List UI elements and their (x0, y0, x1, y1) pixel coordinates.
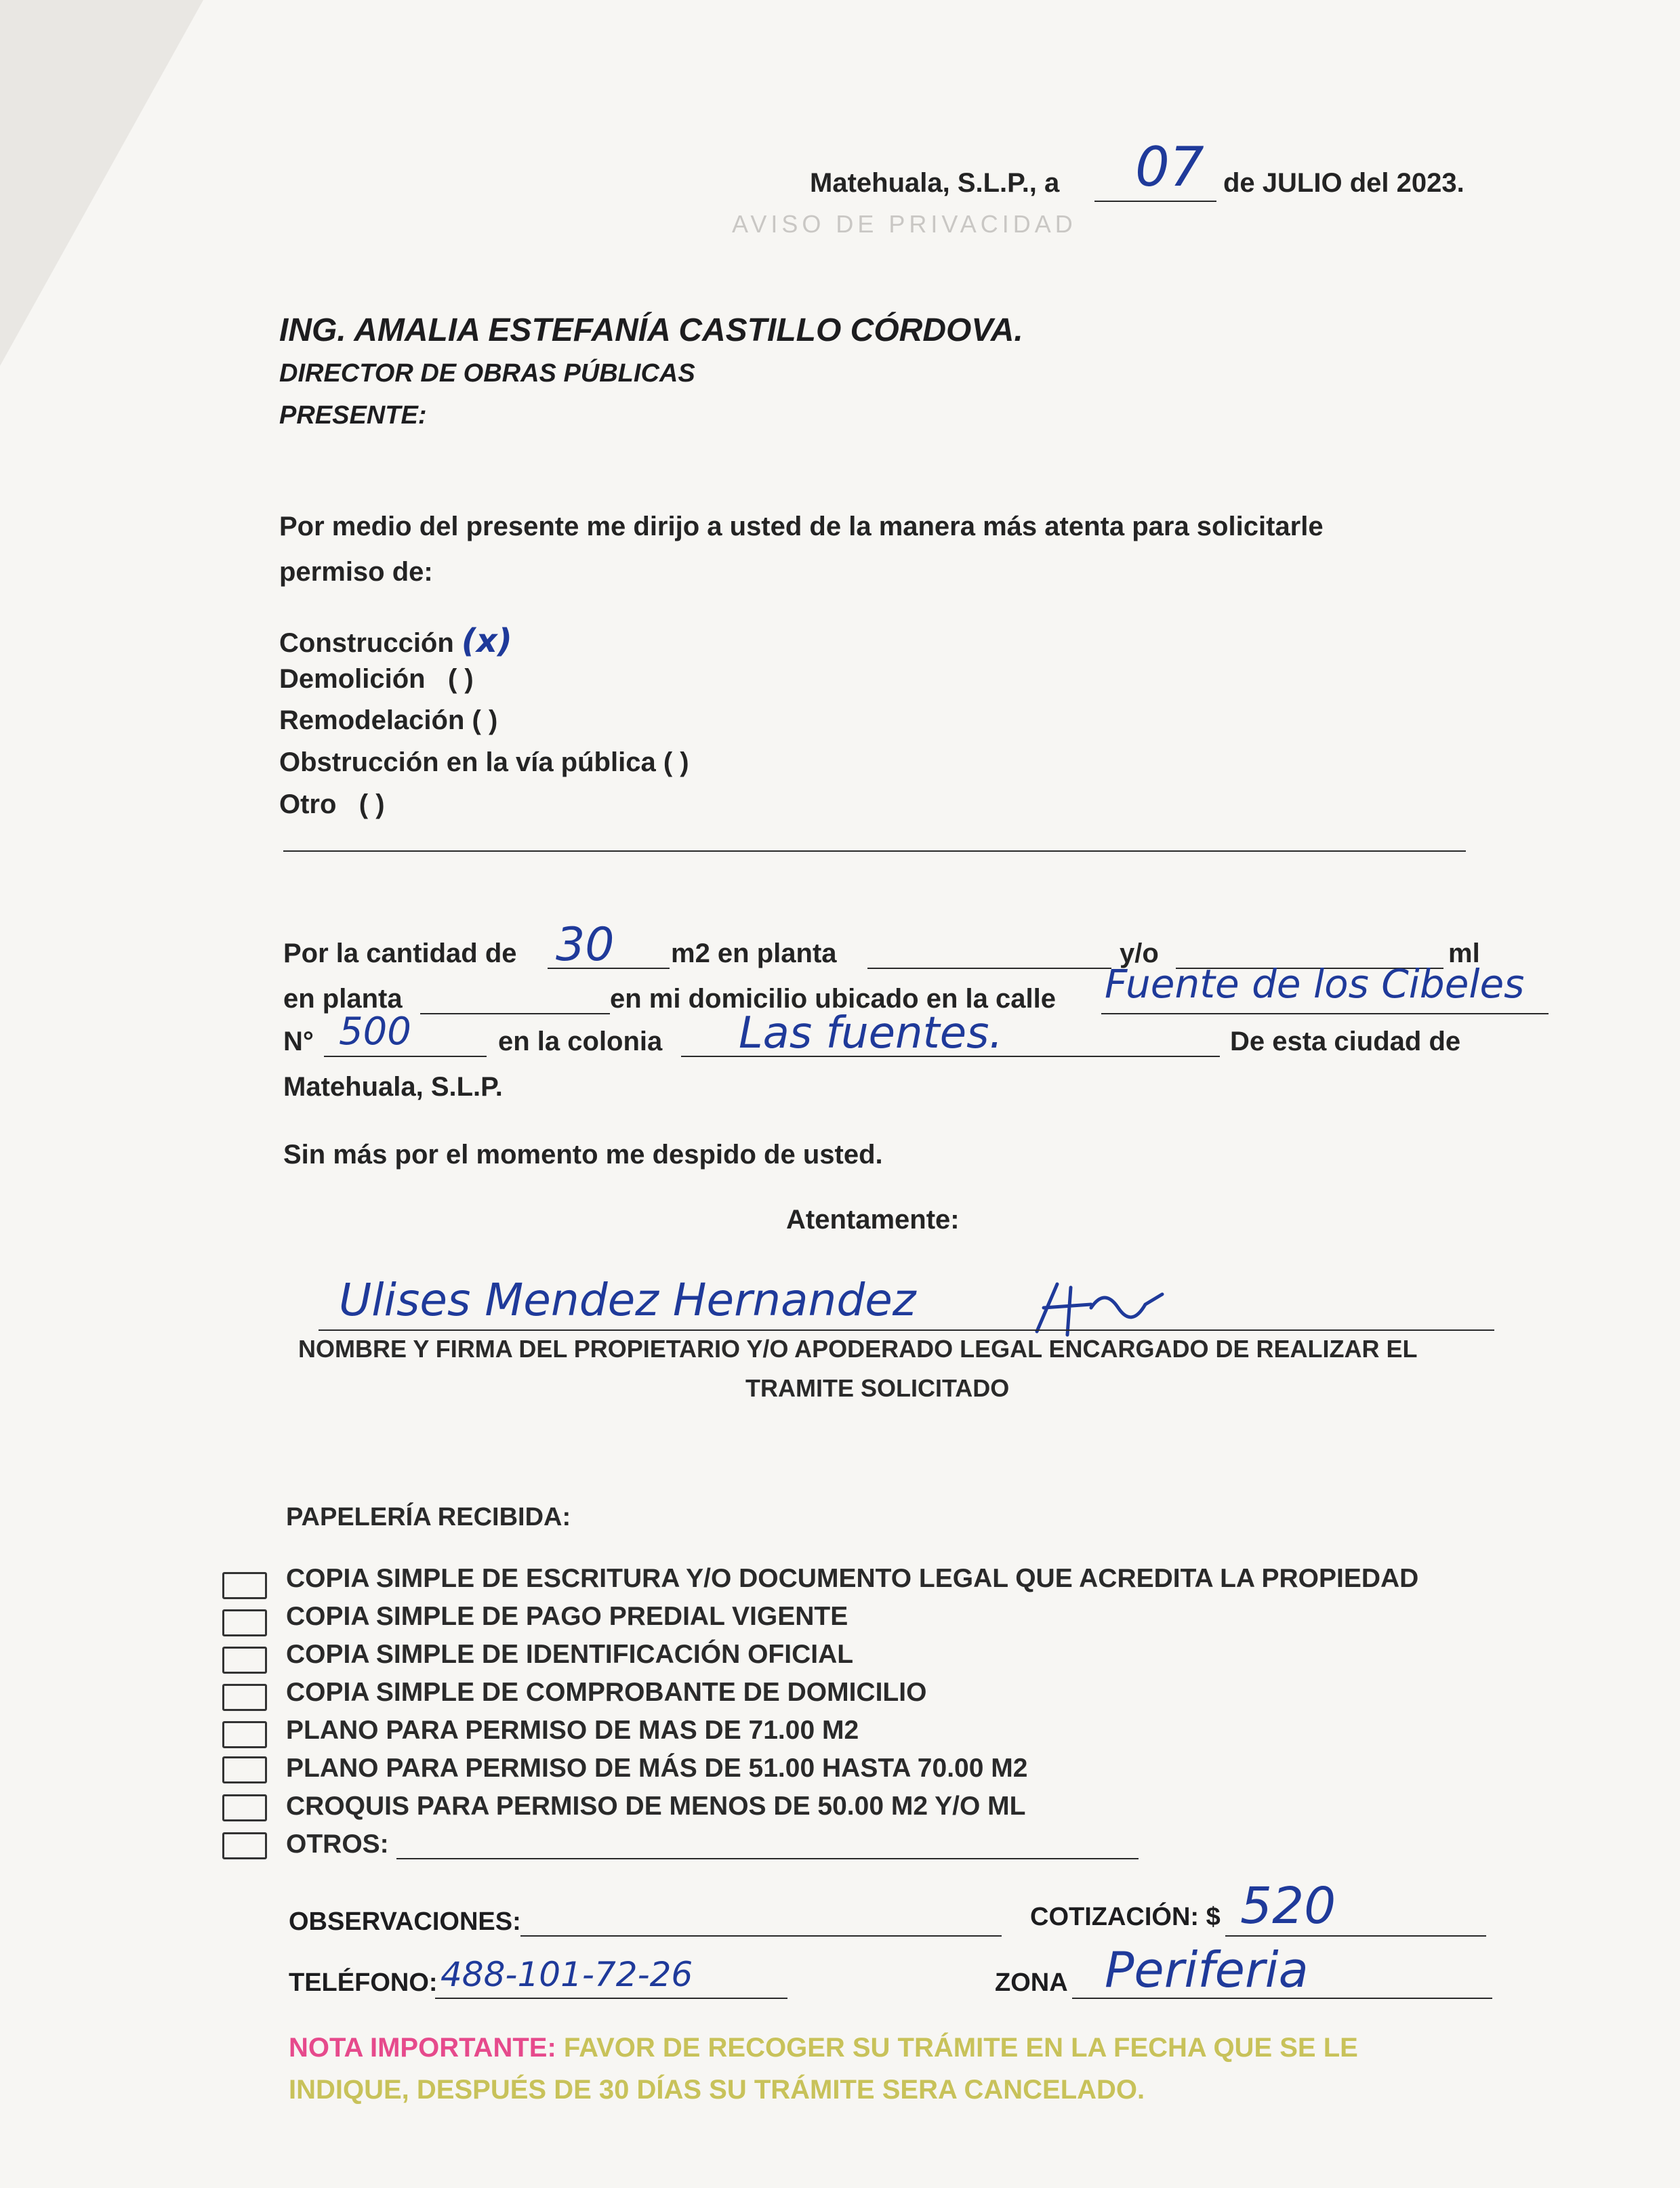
nota-text-1: FAVOR DE RECOGER SU TRÁMITE EN LA FECHA QUE SE LE (563, 2033, 1358, 2063)
checkbox-predial[interactable] (222, 1609, 267, 1636)
address-text: en mi domicilio ubicado en la calle (610, 984, 1056, 1014)
otros-line (396, 1858, 1139, 1859)
doc-item-plano-51: PLANO PARA PERMISO DE MÁS DE 51.00 HASTA 70.00 M2 (286, 1754, 1028, 1783)
number-line (324, 1056, 487, 1057)
nota-line-1 (289, 2033, 1358, 2063)
signature-caption-1: NOMBRE Y FIRMA DEL PROPIETARIO Y/O APODERADO LEGAL ENCARGADO DE REALIZAR EL (298, 1335, 1418, 1363)
telefono-label: TELÉFONO: (289, 1968, 438, 1997)
option-mark-x: (x) (461, 622, 512, 660)
doc-item-croquis: CROQUIS PARA PERMISO DE MENOS DE 50.00 M2 Y/O ML (286, 1792, 1026, 1821)
checkbox-identificacion[interactable] (222, 1647, 267, 1674)
nota-label: NOTA IMPORTANTE: (289, 2033, 556, 2063)
option-otro (279, 789, 385, 820)
telefono-handwritten: 488-101-72-26 (441, 1955, 693, 1994)
cotizacion-handwritten: 520 (1240, 1877, 1336, 1935)
otro-line (283, 850, 1466, 852)
nota-text-2: INDIQUE, DESPUÉS DE 30 DÍAS SU TRÁMITE SERA CANCELADO. (289, 2075, 1145, 2105)
farewell: Sin más por el momento me despido de usted. (283, 1140, 883, 1170)
option-mark: ( ) (472, 705, 498, 735)
request-intro: Por medio del presente me dirijo a usted de la manera más atenta para solicitarle (279, 512, 1324, 541)
place-date-prefix: Matehuala, S.L.P., a (810, 168, 1060, 198)
qty-prefix: Por la cantidad de (283, 938, 517, 968)
month-year: de JULIO del 2023. (1223, 168, 1464, 198)
planta-line (867, 968, 1111, 969)
doc-item-domicilio: COPIA SIMPLE DE COMPROBANTE DE DOMICILIO (286, 1678, 927, 1707)
checkbox-escritura[interactable] (222, 1572, 267, 1599)
day-handwritten: 07 (1135, 136, 1204, 199)
observaciones-label: OBSERVACIONES: (289, 1907, 521, 1936)
doc-item-plano-71: PLANO PARA PERMISO DE MAS DE 71.00 M2 (286, 1716, 859, 1745)
option-label: Otro (279, 789, 337, 819)
option-label: Demolición (279, 664, 426, 694)
greeting: PRESENTE: (279, 401, 427, 430)
doc-item-otros: OTROS: (286, 1830, 389, 1859)
option-mark: ( ) (358, 789, 385, 819)
addressee-name: ING. AMALIA ESTEFANÍA CASTILLO CÓRDOVA. (279, 312, 1023, 348)
street-line (1101, 1013, 1549, 1014)
request-intro-2: permiso de: (279, 557, 433, 587)
checkbox-plano-51[interactable] (222, 1756, 267, 1783)
observaciones-line (520, 1935, 1002, 1937)
yo-label: y/o (1120, 938, 1159, 968)
option-mark: ( ) (447, 664, 474, 694)
en-planta-line (420, 1013, 610, 1014)
cotizacion-label: COTIZACIÓN: $ (1030, 1903, 1221, 1931)
number-label: N° (283, 1027, 314, 1056)
cotizacion-line (1225, 1935, 1486, 1937)
en-planta-label: en planta (283, 984, 403, 1014)
bleed-through-text: AVISO DE PRIVACIDAD (732, 210, 1077, 238)
option-construccion (279, 622, 512, 660)
option-label: Remodelación (279, 705, 465, 735)
checkbox-croquis[interactable] (222, 1794, 267, 1821)
scan-fold-corner (0, 0, 203, 366)
option-label: Obstrucción en la vía pública (279, 747, 656, 777)
colonia-label: en la colonia (498, 1027, 663, 1056)
qty-unit: m2 en planta (671, 938, 837, 968)
checkbox-plano-71[interactable] (222, 1721, 267, 1748)
city: Matehuala, S.L.P. (283, 1072, 503, 1102)
signature-line (319, 1329, 1494, 1331)
atentamente: Atentamente: (786, 1205, 960, 1235)
doc-item-escritura: COPIA SIMPLE DE ESCRITURA Y/O DOCUMENTO LEGAL QUE ACREDITA LA PROPIEDAD (286, 1564, 1419, 1593)
option-remodelacion (279, 705, 497, 736)
number-handwritten: 500 (339, 1010, 411, 1054)
colonia-handwritten: Las fuentes. (739, 1008, 1003, 1058)
doc-item-predial: COPIA SIMPLE DE PAGO PREDIAL VIGENTE (286, 1602, 848, 1631)
option-mark: ( ) (663, 747, 689, 777)
day-line (1094, 201, 1216, 202)
checkbox-domicilio[interactable] (222, 1684, 267, 1711)
option-label: Construcción (279, 628, 454, 658)
signer-handwritten-name: Ulises Mendez Hernandez (339, 1274, 916, 1326)
city-suffix: De esta ciudad de (1230, 1027, 1461, 1056)
telefono-line (435, 1998, 787, 1999)
option-demolicion (279, 664, 474, 695)
qty-handwritten: 30 (556, 918, 615, 972)
doc-item-identificacion: COPIA SIMPLE DE IDENTIFICACIÓN OFICIAL (286, 1640, 854, 1669)
street-handwritten: Fuente de los Cibeles (1105, 961, 1525, 1007)
addressee-title: DIRECTOR DE OBRAS PÚBLICAS (279, 359, 695, 388)
checkbox-otros[interactable] (222, 1832, 267, 1859)
papeleria-heading: PAPELERÍA RECIBIDA: (286, 1503, 571, 1531)
zona-handwritten: Periferia (1105, 1941, 1309, 1998)
option-obstruccion (279, 747, 689, 778)
ml-label: ml (1448, 938, 1480, 968)
zona-label: ZONA (995, 1968, 1068, 1997)
signature-caption-2: TRAMITE SOLICITADO (745, 1374, 1010, 1402)
